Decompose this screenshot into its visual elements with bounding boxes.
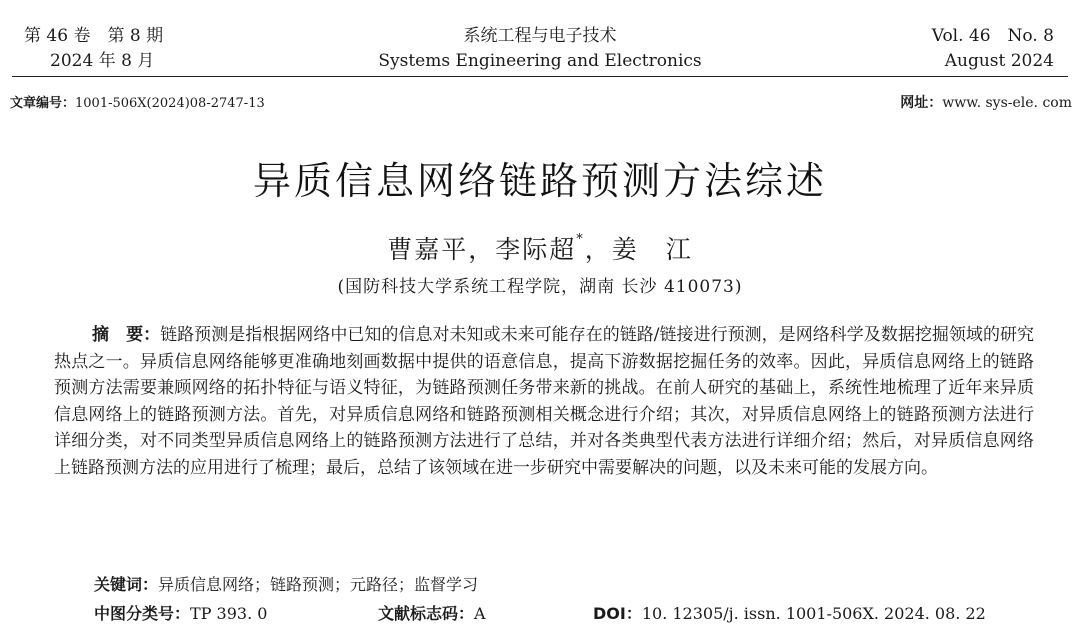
author-1: 曹嘉平， xyxy=(387,235,496,264)
journal-name-en: Systems Engineering and Electronics xyxy=(378,51,702,71)
journal-header xyxy=(0,14,1080,76)
issue-info-en xyxy=(814,24,1054,74)
doi xyxy=(593,601,986,624)
abstract xyxy=(54,322,1034,482)
website-link[interactable]: www. sys-ele. com xyxy=(942,95,1072,111)
classification-row xyxy=(0,601,1080,625)
date-en: August 2024 xyxy=(944,51,1054,71)
author-2: 李际超 xyxy=(495,235,577,264)
meta-row xyxy=(0,92,1080,112)
keywords xyxy=(94,572,478,595)
author-3: ，姜 江 xyxy=(584,235,693,264)
clc-number xyxy=(94,601,267,624)
keywords-text: 异质信息网络；链路预测；元路径；监督学习 xyxy=(158,575,479,594)
paper-title: 异质信息网络链路预测方法综述 xyxy=(252,159,827,203)
volume-issue-en: Vol. 46 No. 8 xyxy=(931,26,1054,46)
keywords-label: 关键词： xyxy=(94,575,159,594)
document-code-label: 文献标志码： xyxy=(378,604,475,623)
header-rule xyxy=(12,76,1068,77)
issue-info xyxy=(24,24,244,74)
clc-value: TP 393. 0 xyxy=(190,604,268,623)
doi-label: DOI： xyxy=(593,604,642,623)
abstract-text: 链路预测是指根据网络中已知的信息对未知或未来可能存在的链路/链接进行预测，是网络科学及数据挖掘领域的研究热点之一。异质信息网络能够更准确地刻画数据中提供的语意信息，提高下游数据挖掘任务的效率。因此，异质信息网络上的链路预测方法需要兼顾网络的拓扑特征与语义特征，为链路预测任务带来新的挑战。在前人研究的基础上，系统性地梳理了近年来异质信息网络上的链路预测方法。首先，对异质信息网络和链路预测相关概念进行介绍；其次，对异质信息网络上的链路预测方法进行详细分类，对不同类型异质信息网络上的链路预测方法进行了总结，并对各类典型代表方法进行详细介绍；然后，对异质信息网络上链路预测方法的应用进行了梳理；最后，总结了该领域在进一步研究中需要解决的问题，以及未来可能的发展方向。 xyxy=(54,325,1035,478)
document-code xyxy=(378,601,486,624)
document-code-value: A xyxy=(474,604,486,623)
date-cn: 2024 年 8 月 xyxy=(50,51,155,71)
affiliation: (国防科技大学系统工程学院，湖南 长沙 410073) xyxy=(337,277,743,297)
website-label: 网址： xyxy=(900,95,943,111)
article-number-label: 文章编号： xyxy=(10,96,76,111)
article-number xyxy=(10,92,265,111)
volume-issue-cn: 第 46 卷 第 8 期 xyxy=(24,26,164,46)
journal-name xyxy=(340,24,740,74)
journal-name-cn: 系统工程与电子技术 xyxy=(463,26,617,46)
clc-label: 中图分类号： xyxy=(94,604,191,623)
doi-value[interactable]: 10. 12305/j. issn. 1001-506X. 2024. 08. 22 xyxy=(641,604,986,623)
abstract-label: 摘 要： xyxy=(92,325,161,345)
website xyxy=(900,92,1072,112)
article-number-value: 1001-506X(2024)08-2747-13 xyxy=(75,96,265,111)
authors xyxy=(0,230,1080,266)
corresponding-mark: * xyxy=(576,232,585,247)
